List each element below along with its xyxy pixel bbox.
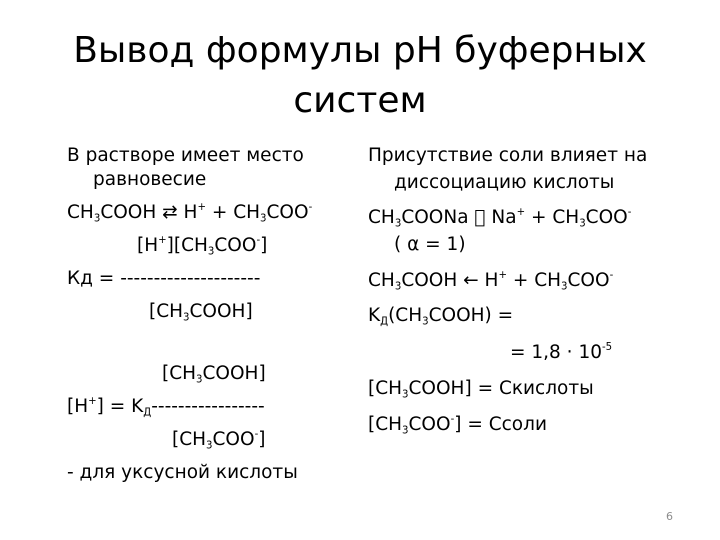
equilibrium-text-line-1: В растворе имеет место bbox=[67, 145, 304, 166]
kd-fraction-line: Кд = --------------------- bbox=[67, 268, 261, 289]
equilibrium-text-line-2: равновесие bbox=[93, 169, 207, 190]
kd-numerator: $[H^+][CH_3COO^-]$ bbox=[137, 234, 268, 258]
kd-acetic-acid-label: $K_Д(CH_3COOH)$ = bbox=[368, 305, 514, 328]
acetic-acid-note: - для уксусной кислоты bbox=[67, 462, 298, 483]
h-denominator: $[CH_3COO^-]$ bbox=[172, 428, 266, 452]
slide-title: Вывод формулы pH буферных систем bbox=[73, 30, 647, 121]
kd-denominator: $[CH_3COOH]$ bbox=[149, 301, 253, 324]
h-fraction-line: $[H^+] = K_Д-----------------$ bbox=[67, 395, 265, 419]
page-number: 6 bbox=[666, 510, 673, 523]
h-numerator: $[CH_3COOH]$ bbox=[162, 363, 266, 386]
salt-effect-text-line-1: Присутствие соли влияет на bbox=[368, 145, 648, 166]
kd-acetic-acid-value: = $1,8 \cdot 10^{-5}$ bbox=[510, 341, 613, 363]
dissociation-equation: $CH_3COOH$ ⇄ $H^+ + CH_3COO^-$ bbox=[67, 201, 313, 225]
salt-concentration: $[CH_3COO^-]$ = Cсоли bbox=[368, 413, 547, 437]
alpha-value: ( α = 1) bbox=[394, 234, 466, 255]
salt-dissociation-equation: $CH_3COONa$ $Na^+ + CH_3COO^-$ bbox=[368, 206, 615, 230]
acid-dissociation-equation: $CH_3COOH$ ← $H^+ + CH_3COO^-$ bbox=[368, 269, 614, 293]
acid-concentration: $[CH_3COOH]$ = Cкислоты bbox=[368, 378, 594, 401]
salt-effect-text-line-2: диссоциацию кислоты bbox=[394, 172, 615, 193]
